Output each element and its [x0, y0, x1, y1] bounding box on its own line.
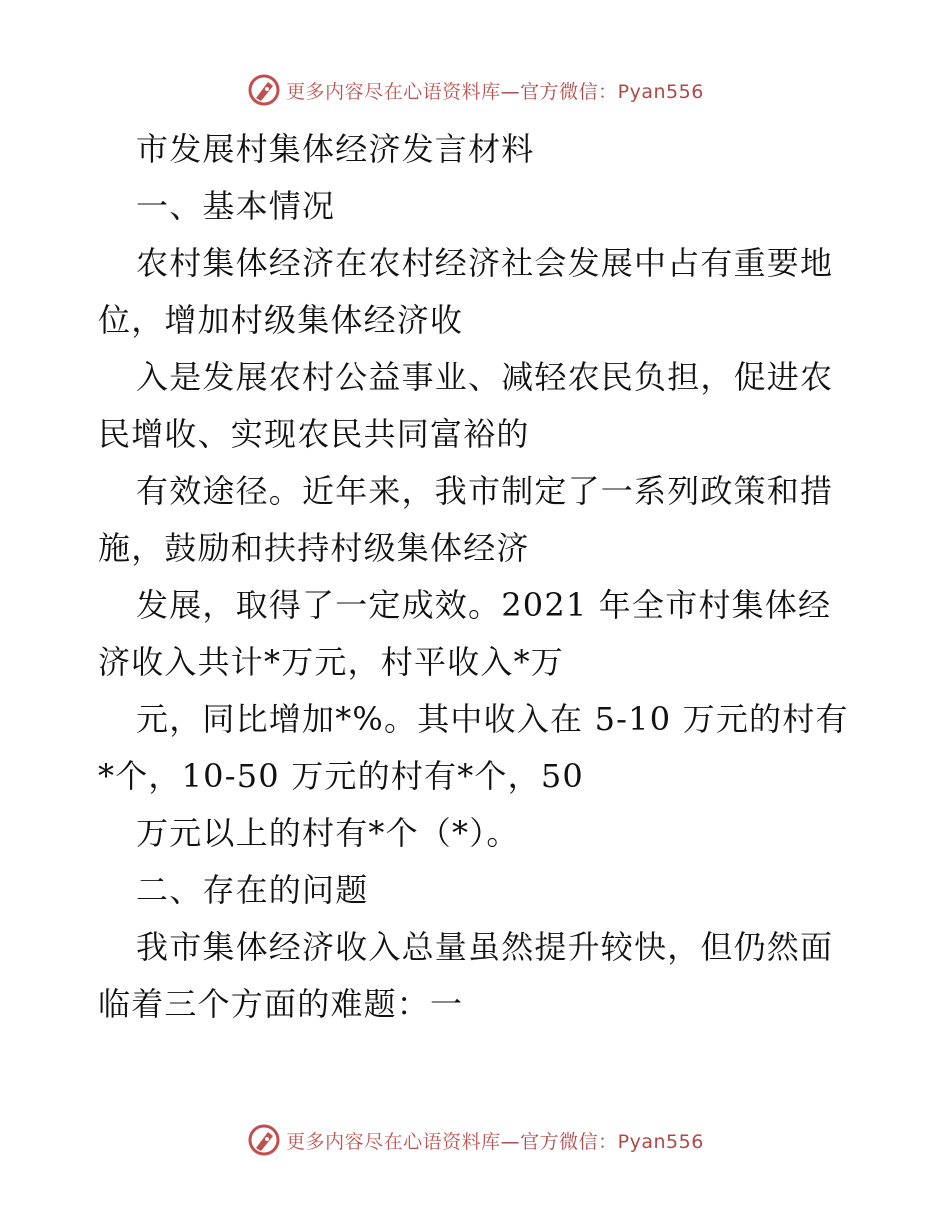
text-line: *个，10-50 万元的村有*个，50	[98, 757, 584, 795]
banner-separator: —	[500, 1130, 521, 1153]
pen-nib-logo-icon	[246, 72, 282, 108]
text-line: 有效途径。近年来，我市制定了一系列政策和措	[136, 472, 834, 510]
text-line: 万元以上的村有*个（*）。	[136, 814, 520, 852]
text-line: 发展，取得了一定成效。2021 年全市村集体经	[136, 586, 832, 624]
banner-contact: 官方微信：Pyan556	[520, 1130, 704, 1153]
footer-watermark-banner	[0, 1120, 950, 1160]
section-heading-problems: 二、存在的问题	[136, 871, 369, 909]
banner-text: 更多内容尽在心语资料库	[286, 80, 501, 103]
banner-contact: 官方微信：Pyan556	[520, 80, 704, 103]
header-watermark-banner	[0, 70, 950, 110]
text-line: 入是发展农村公益事业、减轻农民负担，促进农	[136, 358, 834, 396]
document-title: 市发展村集体经济发言材料	[136, 130, 535, 168]
text-line: 我市集体经济收入总量虽然提升较快，但仍然面	[136, 928, 834, 966]
text-line: 民增收、实现农民共同富裕的	[98, 415, 530, 453]
text-line: 施，鼓励和扶持村级集体经济	[98, 529, 530, 567]
text-line: 位，增加村级集体经济收	[98, 301, 464, 339]
section-heading-basic: 一、基本情况	[136, 187, 336, 225]
text-line: 济收入共计*万元，村平收入*万	[98, 643, 565, 681]
text-line: 元，同比增加*%。其中收入在 5-10 万元的村有	[136, 700, 849, 738]
document-body	[98, 121, 858, 1033]
text-line: 临着三个方面的难题：一	[98, 985, 464, 1023]
pen-nib-logo-icon	[246, 1122, 282, 1158]
banner-separator: —	[500, 80, 521, 103]
banner-text: 更多内容尽在心语资料库	[286, 1130, 501, 1153]
text-line: 农村集体经济在农村经济社会发展中占有重要地	[136, 244, 834, 282]
